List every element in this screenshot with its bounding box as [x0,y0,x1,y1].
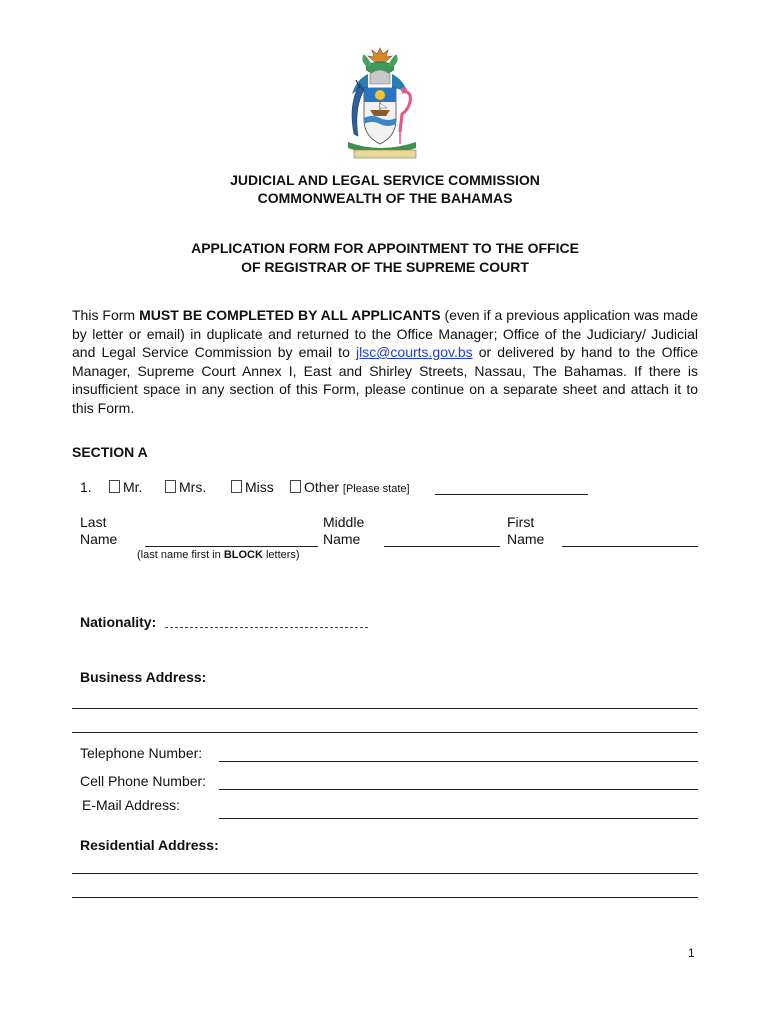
section-a-heading: SECTION A [72,444,148,460]
email-link[interactable]: jlsc@courts.gov.bs [355,344,473,360]
intro-text-2: (even if a previous application was made by letter or email) in duplicate and returned to the Office Manager; Office of the Judiciary/ Judicial and Legal Service Commission by email to [72,307,699,360]
item-number: 1. [80,479,92,495]
name-note-block: BLOCK [223,549,263,561]
form-title-line-2: OF REGISTRAR OF THE SUPREME COURT [241,259,529,275]
email-address-field[interactable] [219,818,698,819]
title-mr-label: Mr. [123,479,143,495]
intro-paragraph [72,306,698,417]
title-option-mr[interactable] [109,479,142,496]
residential-address-line-1[interactable] [72,873,698,874]
intro-emphasis: MUST BE COMPLETED BY ALL APPLICANTS [139,307,441,323]
title-mrs-label: Mrs. [179,479,207,495]
first-name-field[interactable] [562,546,698,547]
cell-phone-label: Cell Phone Number: [80,773,207,789]
name-note-post: letters) [262,549,300,561]
title-miss-label: Miss [245,479,274,495]
telephone-label: Telephone Number: [80,745,203,761]
telephone-field[interactable] [219,761,698,762]
last-name-field[interactable] [145,546,318,547]
last-name-label-1: Last [80,514,107,530]
intro-text-1: This Form [72,307,140,323]
commission-title: JUDICIAL AND LEGAL SERVICE COMMISSION [230,172,540,188]
business-address-label: Business Address: [80,669,207,685]
name-note-pre: (last name first in [137,549,224,561]
business-address-line-2[interactable] [72,732,698,733]
form-title-line-1: APPLICATION FORM FOR APPOINTMENT TO THE OFFICE [191,240,579,256]
residential-address-label: Residential Address: [80,837,219,853]
intro-text-3: or delivered by hand to the Office Manager, Supreme Court Annex I, East and Shirley Streets, Nassau, The Bahamas. If there is insufficient space in any section of this Form, please continue on a separate sheet and attach it to this Form. [72,344,698,416]
other-note: [Please state] [342,483,410,495]
first-name-label-2: Name [507,531,545,547]
cell-phone-field[interactable] [219,789,698,790]
coat-of-arms-logo [330,44,440,162]
title-option-mrs[interactable] [165,479,206,496]
checkbox-mr[interactable] [109,480,120,493]
business-address-line-1[interactable] [72,708,698,709]
title-other-label: Other [304,479,340,495]
title-option-miss[interactable] [231,479,274,496]
residential-address-line-2[interactable] [72,897,698,898]
checkbox-mrs[interactable] [165,480,176,493]
title-option-other[interactable] [290,479,410,498]
checkbox-other[interactable] [290,480,301,493]
first-name-label-1: First [507,514,535,530]
country-title: COMMONWEALTH OF THE BAHAMAS [257,190,513,206]
email-address-label: E-Mail Address: [82,797,181,813]
nationality-field[interactable] [165,627,368,628]
nationality-label: Nationality: [80,614,157,630]
page-number: 1 [688,946,695,960]
middle-name-label-2: Name [323,531,361,547]
middle-name-field[interactable] [384,546,500,547]
middle-name-label-1: Middle [323,514,365,530]
coat-of-arms-icon [330,44,440,162]
other-title-field[interactable] [435,494,588,495]
checkbox-miss[interactable] [231,480,242,493]
last-name-label-2: Name [80,531,118,547]
name-instruction-note [137,549,300,561]
